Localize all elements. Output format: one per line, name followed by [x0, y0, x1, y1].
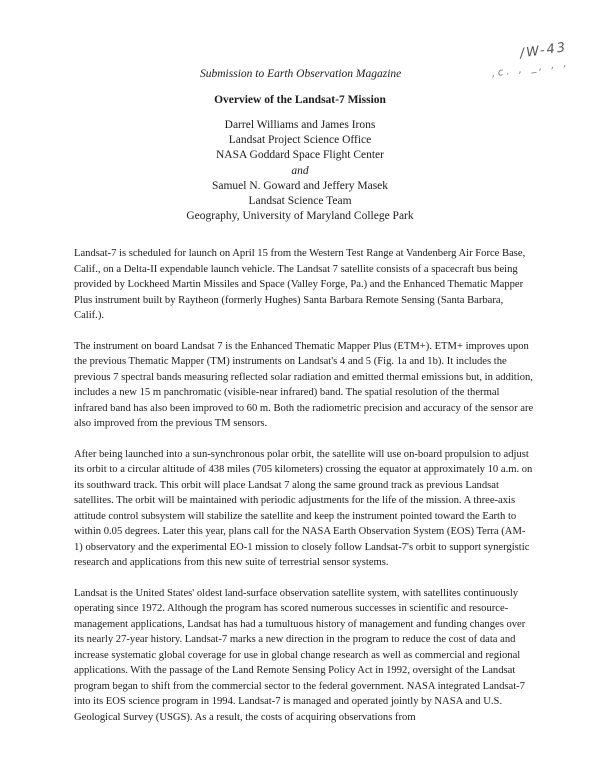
author-team: Landsat Science Team — [248, 195, 352, 208]
handwritten-note-line-1: /W-43 — [518, 40, 569, 62]
author-institution: Geography, University of Maryland College Park — [186, 210, 414, 223]
submission-line: Submission to Earth Observation Magazine — [200, 68, 402, 80]
paragraph-launch: Landsat-7 is scheduled for launch on April 15 from the Western Test Range at Vandenberg Air Force Base, Calif., on a Delta-II expendable launch vehicle. The Landsat 7 satellite consists of a spacecraft bus being provided by Lockheed Martin Missiles and Space (Valley Forge, Pa.) and the Enhanced Thematic Mapper Plus instrument built by Raytheon (formerly Hughes) Santa Barbara Remote Sensing (Santa Barbara, Calif.). — [74, 248, 526, 321]
author-office: Landsat Project Science Office — [228, 134, 372, 147]
document-body — [74, 246, 534, 740]
paragraph-instrument: The instrument on board Landsat 7 is the Enhanced Thematic Mapper Plus (ETM+). ETM+ improves upon the previous Thematic Mapper (TM) instruments on Landsat's 4 and 5 (Fig. 1a and 1b). It includes the previous 7 spectral bands measuring reflected solar radiation and emitted thermal emissions but, in addition, includes a new 15 m panchromatic (visible-near infrared) band. The spatial resolution of the thermal infrared band has also been improved to 60 m. Both the radiometric precision and accuracy of the sensor are also improved from the previous TM sensors. — [74, 340, 534, 429]
author-connector: and — [291, 164, 309, 177]
author-block — [0, 118, 600, 224]
document-title: Overview of the Landsat-7 Mission — [214, 94, 386, 106]
paragraph-history: Landsat is the United States' oldest land-surface observation satellite system, with satellites continuously operating since 1972. Although the program has scored numerous successes in scientific and resource-management applications, Landsat has had a tumultuous history of management and funding changes over its nearly 27-year history. Landsat-7 marks a new direction in the program to reduce the cost of data and increase systematic global coverage for use in global change research as well as commercial and regional applications. With the passage of the Land Remote Sensing Policy Act in 1992, oversight of the Landsat program began to shift from the commercial sector to the federal government. NASA integrated Landsat-7 into its EOS science program in 1994. Landsat-7 is managed and operated jointly by NASA and U.S. Geological Survey (USGS). As a result, the costs of acquiring observations from — [74, 587, 526, 723]
author-names-1: Darrel Williams and James Irons — [224, 119, 376, 131]
handwritten-annotation — [457, 40, 570, 84]
author-names-2: Samuel N. Goward and Jeffery Masek — [211, 179, 389, 192]
handwritten-note-line-2: ,c. , _, , , — [490, 57, 571, 80]
author-center: NASA Goddard Space Flight Center — [215, 149, 384, 162]
paragraph-orbit: After being launched into a sun-synchronous polar orbit, the satellite will use on-board propulsion to adjust its orbit to a circular altitude of 438 miles (705 kilometers) crossing the equator at approximately 10 a.m. on its southward track. This orbit will place Landsat 7 along the same ground track as previous Landsat satellites. The orbit will be maintained with periodic adjustments for the life of the mission. A three-axis attitude control subsystem will stabilize the satellite and keep the instrument pointed toward the Earth to within 0.05 degrees. Later this year, plans call for the NASA Earth Observation System (EOS) Terra (AM-1) observatory and the experimental EO-1 mission to closely follow Landsat-7's orbit to support synergistic research and applications from this new suite of terrestrial sensor systems. — [74, 448, 533, 568]
